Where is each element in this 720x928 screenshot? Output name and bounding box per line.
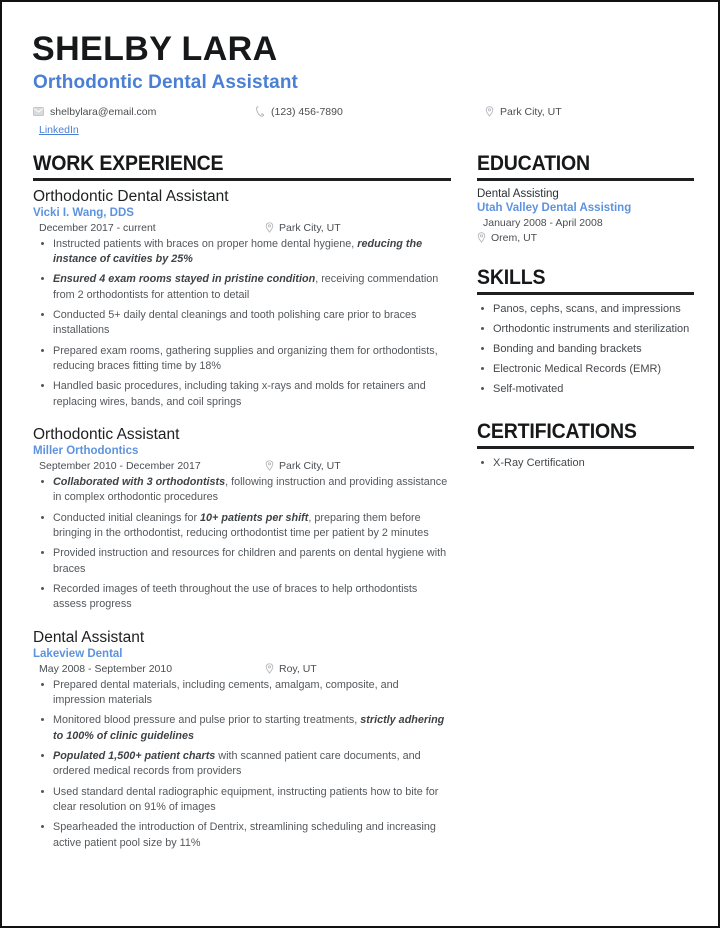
job-dates-text: September 2010 - December 2017 <box>39 459 201 472</box>
job-location-text: Park City, UT <box>279 459 341 472</box>
job-bullet: Used standard dental radiographic equipment, instructing patients how to bite for clear resolution on 91% of images <box>33 785 451 816</box>
contact-location-text: Park City, UT <box>500 105 562 118</box>
job-location-text: Park City, UT <box>279 221 341 234</box>
education-dates <box>477 217 603 229</box>
job-bullet: Recorded images of teeth throughout the use of braces to help orthodontists assess progress <box>33 582 451 613</box>
job-bullet: Populated 1,500+ patient charts with scanned patient care documents, and ordered medical records from providers <box>33 749 451 780</box>
education-dates-text: January 2008 - April 2008 <box>483 216 603 229</box>
section-divider <box>477 292 694 295</box>
section-divider <box>477 446 694 449</box>
job-bullet: Monitored blood pressure and pulse prior to starting treatments, strictly adhering to 100% of clinic guidelines <box>33 713 451 744</box>
education-location-text: Orem, UT <box>491 231 538 244</box>
left-column <box>28 152 451 856</box>
map-pin-icon <box>477 232 486 243</box>
job-bullet: Handled basic procedures, including taking x-rays and molds for retainers and replacing wires, bands, and coil springs <box>33 379 451 410</box>
section-heading: CERTIFICATIONS <box>477 419 637 443</box>
bullet-emphasis: Populated 1,500+ patient charts <box>53 749 216 762</box>
job-bullet: Spearheaded the introduction of Dentrix, streamlining scheduling and increasing active patient pool size by 11% <box>33 820 451 851</box>
job-meta-row <box>33 222 451 234</box>
section-heading: EDUCATION <box>477 151 590 175</box>
job-location-text: Roy, UT <box>279 662 317 675</box>
job-entry <box>33 426 451 613</box>
skill-item: Electronic Medical Records (EMR) <box>477 362 694 377</box>
resume-header <box>28 32 694 136</box>
resume-body <box>28 152 694 856</box>
job-bullet: Instructed patients with braces on proper home dental hygiene, reducing the instance of cavities by 25% <box>33 237 451 268</box>
phone-icon <box>255 106 265 117</box>
education-location-row <box>477 232 694 244</box>
job-organization: Vicki I. Wang, DDS <box>33 206 134 219</box>
contact-row-secondary <box>33 124 694 136</box>
contact-email[interactable] <box>33 106 255 118</box>
job-title: Dental Assistant <box>33 628 145 646</box>
job-bullet: Ensured 4 exam rooms stayed in pristine condition, receiving commendation from 2 orthodontists for attention to detail <box>33 272 451 303</box>
job-location <box>265 222 341 234</box>
job-entry <box>33 629 451 851</box>
job-bullet-list <box>33 678 451 851</box>
section-heading: SKILLS <box>477 265 546 289</box>
job-organization: Miller Orthodontics <box>33 444 139 457</box>
job-dates-text: December 2017 - current <box>39 221 156 234</box>
contact-location <box>485 106 694 118</box>
education-location <box>477 232 537 244</box>
map-pin-icon <box>265 663 274 674</box>
job-title: Orthodontic Dental Assistant <box>33 187 229 205</box>
contact-linkedin[interactable] <box>33 124 255 136</box>
skills-list <box>477 302 694 398</box>
skill-item: Panos, cephs, scans, and impressions <box>477 302 694 317</box>
job-bullet-list <box>33 475 451 613</box>
bullet-emphasis: strictly adhering to 100% of clinic guidelines <box>53 714 445 742</box>
skill-item: Orthodontic instruments and sterilization <box>477 322 694 337</box>
job-dates <box>33 663 265 675</box>
contact-phone-text: (123) 456-7890 <box>271 105 343 118</box>
section-skills <box>477 266 694 398</box>
job-location <box>265 460 341 472</box>
job-organization: Lakeview Dental <box>33 647 123 660</box>
right-column <box>451 152 694 856</box>
certifications-list <box>477 456 694 471</box>
education-degree: Dental Assisting <box>477 187 559 200</box>
job-dates <box>33 222 265 234</box>
bullet-emphasis: 10+ patients per shift <box>200 511 309 524</box>
contact-email-text: shelbylara@email.com <box>50 105 157 118</box>
job-title: Orthodontic Assistant <box>33 425 180 443</box>
candidate-name: SHELBY LARA <box>32 30 278 68</box>
job-bullet: Conducted 5+ daily dental cleanings and tooth polishing care prior to braces installations <box>33 308 451 339</box>
bullet-emphasis: Collaborated with 3 orthodontists <box>53 475 226 488</box>
contact-linkedin-text[interactable]: LinkedIn <box>39 123 79 136</box>
job-bullet: Conducted initial cleanings for 10+ patients per shift, preparing them before bringing in the orthodontist, reducing orthodontist time per patient by 2 minutes <box>33 511 451 542</box>
job-location <box>265 663 317 675</box>
skill-item: Bonding and banding brackets <box>477 342 694 357</box>
candidate-job-title: Orthodontic Dental Assistant <box>33 71 298 93</box>
job-bullet: Collaborated with 3 orthodontists, following instruction and providing assistance in complex orthodontic procedures <box>33 475 451 506</box>
education-school: Utah Valley Dental Assisting <box>477 201 632 214</box>
envelope-icon <box>33 107 44 116</box>
job-meta-row <box>33 663 451 675</box>
job-dates-text: May 2008 - September 2010 <box>39 662 173 675</box>
section-heading: WORK EXPERIENCE <box>33 151 224 175</box>
section-divider <box>477 178 694 181</box>
job-bullet: Provided instruction and resources for children and parents on dental hygiene with braces <box>33 546 451 577</box>
contact-row-primary <box>33 106 694 118</box>
map-pin-icon <box>265 222 274 233</box>
bullet-emphasis: Ensured 4 exam rooms stayed in pristine condition <box>53 273 316 286</box>
job-bullet-list <box>33 237 451 410</box>
section-certifications <box>477 420 694 471</box>
job-bullet: Prepared dental materials, including cements, amalgam, composite, and impression materials <box>33 678 451 709</box>
job-meta-row <box>33 460 451 472</box>
job-bullet: Prepared exam rooms, gathering supplies and organizing them for orthodontists, reducing braces fitting time by 18% <box>33 344 451 375</box>
contact-phone[interactable] <box>255 106 485 118</box>
certification-item: X-Ray Certification <box>477 456 694 471</box>
job-entry <box>33 188 451 410</box>
map-pin-icon <box>485 106 494 117</box>
section-work-experience <box>33 152 451 851</box>
section-education <box>477 152 694 244</box>
section-divider <box>33 178 451 181</box>
job-list <box>33 188 451 851</box>
skill-item: Self-motivated <box>477 382 694 397</box>
job-dates <box>33 460 265 472</box>
education-dates-row <box>477 217 694 229</box>
map-pin-icon <box>265 460 274 471</box>
bullet-emphasis: reducing the instance of cavities by 25% <box>53 237 423 266</box>
